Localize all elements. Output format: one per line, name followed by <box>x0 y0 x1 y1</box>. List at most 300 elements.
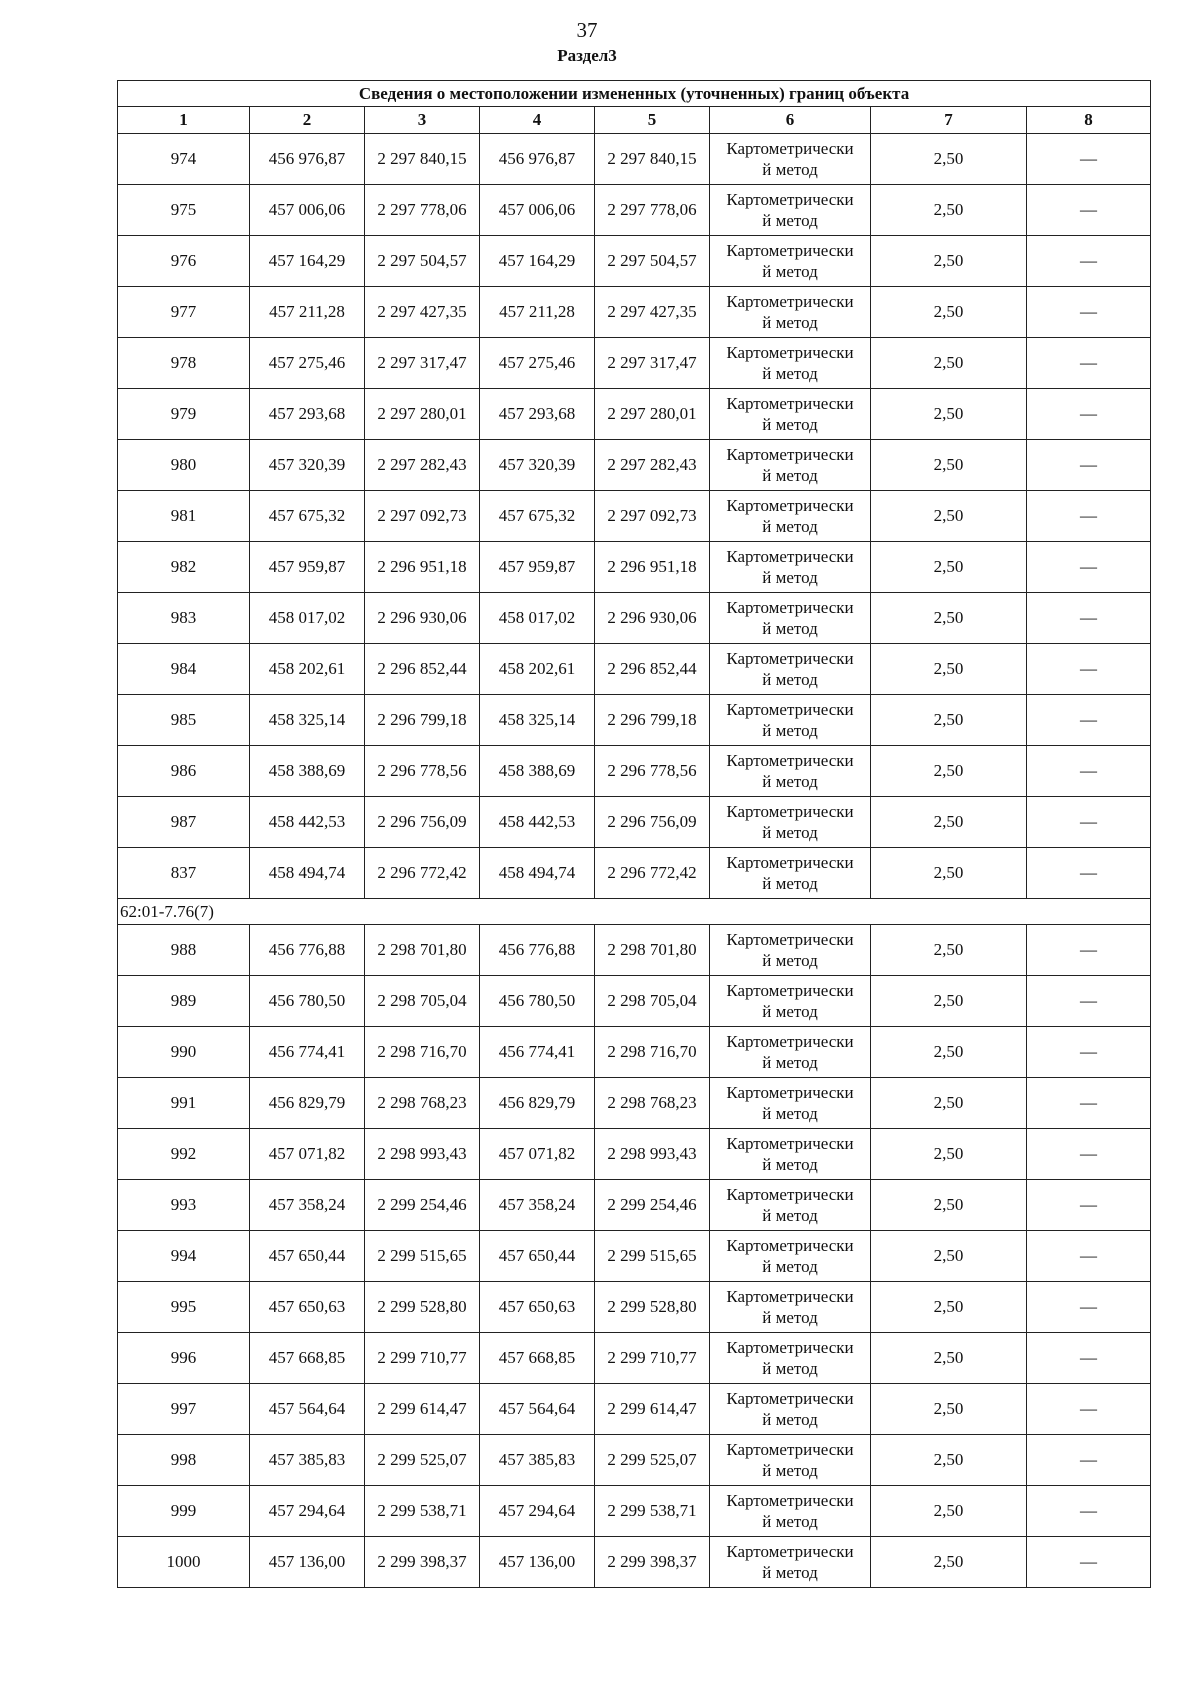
y-coordinate: 2 296 852,44 <box>365 644 480 695</box>
description-dash: — <box>1027 695 1151 746</box>
description-dash: — <box>1027 976 1151 1027</box>
description-dash: — <box>1027 1027 1151 1078</box>
table-row <box>118 976 1151 1027</box>
method-text: Картометрически <box>726 751 854 770</box>
y-coordinate-refined: 2 299 614,47 <box>595 1384 710 1435</box>
x-coordinate-refined: 457 275,46 <box>480 338 595 389</box>
method-text: й метод <box>762 160 818 179</box>
method-cell <box>710 1282 871 1333</box>
method-text: Картометрически <box>726 802 854 821</box>
method-text: й метод <box>762 619 818 638</box>
method-cell <box>710 389 871 440</box>
column-header: 1 <box>118 107 250 134</box>
accuracy-value: 2,50 <box>871 695 1027 746</box>
method-text: Картометрически <box>726 1440 854 1459</box>
point-number: 974 <box>118 134 250 185</box>
y-coordinate: 2 297 427,35 <box>365 287 480 338</box>
y-coordinate-refined: 2 298 701,80 <box>595 925 710 976</box>
method-cell <box>710 976 871 1027</box>
table-row <box>118 134 1151 185</box>
y-coordinate-refined: 2 297 840,15 <box>595 134 710 185</box>
y-coordinate: 2 298 705,04 <box>365 976 480 1027</box>
table-row <box>118 491 1151 542</box>
table-row <box>118 1180 1151 1231</box>
method-text: Картометрически <box>726 1185 854 1204</box>
method-cell <box>710 746 871 797</box>
y-coordinate-refined: 2 297 504,57 <box>595 236 710 287</box>
accuracy-value: 2,50 <box>871 338 1027 389</box>
y-coordinate: 2 297 280,01 <box>365 389 480 440</box>
accuracy-value: 2,50 <box>871 185 1027 236</box>
x-coordinate-refined: 457 650,44 <box>480 1231 595 1282</box>
column-header: 6 <box>710 107 871 134</box>
y-coordinate: 2 299 254,46 <box>365 1180 480 1231</box>
y-coordinate-refined: 2 298 705,04 <box>595 976 710 1027</box>
x-coordinate: 457 006,06 <box>250 185 365 236</box>
y-coordinate-refined: 2 296 930,06 <box>595 593 710 644</box>
point-number: 977 <box>118 287 250 338</box>
x-coordinate: 457 320,39 <box>250 440 365 491</box>
method-text: Картометрически <box>726 241 854 260</box>
accuracy-value: 2,50 <box>871 1384 1027 1435</box>
method-text: Картометрически <box>726 981 854 1000</box>
method-text: й метод <box>762 262 818 281</box>
description-dash: — <box>1027 1486 1151 1537</box>
x-coordinate-refined: 457 293,68 <box>480 389 595 440</box>
point-number: 988 <box>118 925 250 976</box>
method-text: Картометрически <box>726 394 854 413</box>
description-dash: — <box>1027 1180 1151 1231</box>
table-row <box>118 236 1151 287</box>
accuracy-value: 2,50 <box>871 1129 1027 1180</box>
method-text: Картометрически <box>726 1287 854 1306</box>
y-coordinate: 2 298 993,43 <box>365 1129 480 1180</box>
y-coordinate: 2 297 282,43 <box>365 440 480 491</box>
method-cell <box>710 338 871 389</box>
point-number: 993 <box>118 1180 250 1231</box>
point-number: 990 <box>118 1027 250 1078</box>
y-coordinate-refined: 2 296 951,18 <box>595 542 710 593</box>
x-coordinate-refined: 457 071,82 <box>480 1129 595 1180</box>
x-coordinate-refined: 456 829,79 <box>480 1078 595 1129</box>
method-text: й метод <box>762 721 818 740</box>
x-coordinate: 457 668,85 <box>250 1333 365 1384</box>
accuracy-value: 2,50 <box>871 976 1027 1027</box>
x-coordinate: 457 136,00 <box>250 1537 365 1588</box>
method-cell <box>710 1231 871 1282</box>
method-cell <box>710 440 871 491</box>
x-coordinate-refined: 457 294,64 <box>480 1486 595 1537</box>
group-label: 62:01-7.76(7) <box>118 899 1151 925</box>
table-row <box>118 389 1151 440</box>
point-number: 994 <box>118 1231 250 1282</box>
x-coordinate-refined: 457 136,00 <box>480 1537 595 1588</box>
method-text: й метод <box>762 1002 818 1021</box>
y-coordinate: 2 296 930,06 <box>365 593 480 644</box>
y-coordinate-refined: 2 297 282,43 <box>595 440 710 491</box>
method-text: й метод <box>762 568 818 587</box>
method-cell <box>710 593 871 644</box>
method-text: Картометрически <box>726 649 854 668</box>
table-title: Сведения о местоположении измененных (уточненных) границ объекта <box>118 81 1151 107</box>
method-text: Картометрически <box>726 343 854 362</box>
point-number: 976 <box>118 236 250 287</box>
method-text: й метод <box>762 1155 818 1174</box>
description-dash: — <box>1027 1282 1151 1333</box>
y-coordinate-refined: 2 296 756,09 <box>595 797 710 848</box>
y-coordinate: 2 296 778,56 <box>365 746 480 797</box>
y-coordinate-refined: 2 299 515,65 <box>595 1231 710 1282</box>
point-number: 975 <box>118 185 250 236</box>
x-coordinate-refined: 457 385,83 <box>480 1435 595 1486</box>
x-coordinate: 457 564,64 <box>250 1384 365 1435</box>
accuracy-value: 2,50 <box>871 797 1027 848</box>
point-number: 991 <box>118 1078 250 1129</box>
accuracy-value: 2,50 <box>871 1435 1027 1486</box>
method-text: й метод <box>762 874 818 893</box>
y-coordinate: 2 297 504,57 <box>365 236 480 287</box>
description-dash: — <box>1027 236 1151 287</box>
method-text: й метод <box>762 670 818 689</box>
y-coordinate-refined: 2 296 778,56 <box>595 746 710 797</box>
method-cell <box>710 1129 871 1180</box>
x-coordinate: 457 959,87 <box>250 542 365 593</box>
x-coordinate: 458 494,74 <box>250 848 365 899</box>
y-coordinate: 2 298 716,70 <box>365 1027 480 1078</box>
x-coordinate: 457 293,68 <box>250 389 365 440</box>
table-row <box>118 1384 1151 1435</box>
description-dash: — <box>1027 338 1151 389</box>
accuracy-value: 2,50 <box>871 287 1027 338</box>
method-text: Картометрически <box>726 1083 854 1102</box>
method-cell <box>710 1333 871 1384</box>
x-coordinate-refined: 457 211,28 <box>480 287 595 338</box>
x-coordinate: 457 650,44 <box>250 1231 365 1282</box>
accuracy-value: 2,50 <box>871 1078 1027 1129</box>
method-cell <box>710 925 871 976</box>
description-dash: — <box>1027 1129 1151 1180</box>
x-coordinate: 456 976,87 <box>250 134 365 185</box>
method-text: й метод <box>762 1104 818 1123</box>
y-coordinate-refined: 2 297 280,01 <box>595 389 710 440</box>
table-row <box>118 848 1151 899</box>
method-cell <box>710 236 871 287</box>
x-coordinate-refined: 457 959,87 <box>480 542 595 593</box>
method-cell <box>710 287 871 338</box>
method-text: й метод <box>762 415 818 434</box>
method-cell <box>710 1435 871 1486</box>
method-text: й метод <box>762 1206 818 1225</box>
x-coordinate-refined: 457 358,24 <box>480 1180 595 1231</box>
y-coordinate-refined: 2 297 317,47 <box>595 338 710 389</box>
column-number-row <box>118 107 1151 134</box>
coordinates-table <box>117 80 1151 1588</box>
x-coordinate: 458 325,14 <box>250 695 365 746</box>
method-text: Картометрически <box>726 139 854 158</box>
method-cell <box>710 644 871 695</box>
point-number: 982 <box>118 542 250 593</box>
x-coordinate: 456 774,41 <box>250 1027 365 1078</box>
y-coordinate-refined: 2 297 092,73 <box>595 491 710 542</box>
point-number: 978 <box>118 338 250 389</box>
x-coordinate-refined: 457 006,06 <box>480 185 595 236</box>
y-coordinate: 2 299 710,77 <box>365 1333 480 1384</box>
description-dash: — <box>1027 1537 1151 1588</box>
description-dash: — <box>1027 1231 1151 1282</box>
column-header: 7 <box>871 107 1027 134</box>
table-row <box>118 287 1151 338</box>
method-text: Картометрически <box>726 1236 854 1255</box>
x-coordinate: 458 017,02 <box>250 593 365 644</box>
point-number: 999 <box>118 1486 250 1537</box>
y-coordinate-refined: 2 297 427,35 <box>595 287 710 338</box>
y-coordinate-refined: 2 299 398,37 <box>595 1537 710 1588</box>
accuracy-value: 2,50 <box>871 542 1027 593</box>
column-header: 5 <box>595 107 710 134</box>
column-header: 4 <box>480 107 595 134</box>
description-dash: — <box>1027 593 1151 644</box>
description-dash: — <box>1027 1435 1151 1486</box>
y-coordinate-refined: 2 297 778,06 <box>595 185 710 236</box>
y-coordinate-refined: 2 299 525,07 <box>595 1435 710 1486</box>
method-text: й метод <box>762 1257 818 1276</box>
method-text: й метод <box>762 466 818 485</box>
table-body <box>118 134 1151 1588</box>
point-number: 998 <box>118 1435 250 1486</box>
method-text: Картометрически <box>726 853 854 872</box>
method-cell <box>710 1027 871 1078</box>
y-coordinate: 2 298 701,80 <box>365 925 480 976</box>
description-dash: — <box>1027 848 1151 899</box>
description-dash: — <box>1027 287 1151 338</box>
description-dash: — <box>1027 644 1151 695</box>
x-coordinate: 457 675,32 <box>250 491 365 542</box>
section-title: Раздел3 <box>557 46 617 65</box>
y-coordinate: 2 297 317,47 <box>365 338 480 389</box>
point-number: 985 <box>118 695 250 746</box>
method-text: й метод <box>762 211 818 230</box>
point-number: 996 <box>118 1333 250 1384</box>
y-coordinate-refined: 2 296 772,42 <box>595 848 710 899</box>
method-text: Картометрически <box>726 1134 854 1153</box>
description-dash: — <box>1027 1384 1151 1435</box>
y-coordinate: 2 297 778,06 <box>365 185 480 236</box>
x-coordinate: 456 829,79 <box>250 1078 365 1129</box>
x-coordinate-refined: 458 202,61 <box>480 644 595 695</box>
point-number: 995 <box>118 1282 250 1333</box>
accuracy-value: 2,50 <box>871 1027 1027 1078</box>
method-text: й метод <box>762 951 818 970</box>
x-coordinate: 457 071,82 <box>250 1129 365 1180</box>
description-dash: — <box>1027 1078 1151 1129</box>
method-text: Картометрически <box>726 1338 854 1357</box>
table-row <box>118 593 1151 644</box>
x-coordinate: 456 780,50 <box>250 976 365 1027</box>
method-cell <box>710 695 871 746</box>
x-coordinate: 457 358,24 <box>250 1180 365 1231</box>
method-cell <box>710 1180 871 1231</box>
table-row <box>118 1537 1151 1588</box>
method-text: Картометрически <box>726 1032 854 1051</box>
y-coordinate: 2 299 538,71 <box>365 1486 480 1537</box>
description-dash: — <box>1027 440 1151 491</box>
y-coordinate-refined: 2 299 528,80 <box>595 1282 710 1333</box>
table-title-row <box>118 81 1151 107</box>
y-coordinate: 2 296 799,18 <box>365 695 480 746</box>
x-coordinate-refined: 458 494,74 <box>480 848 595 899</box>
method-text: й метод <box>762 1563 818 1582</box>
x-coordinate-refined: 456 780,50 <box>480 976 595 1027</box>
accuracy-value: 2,50 <box>871 1486 1027 1537</box>
description-dash: — <box>1027 491 1151 542</box>
method-text: Картометрически <box>726 1542 854 1561</box>
method-cell <box>710 491 871 542</box>
table-row <box>118 542 1151 593</box>
table-row <box>118 1027 1151 1078</box>
x-coordinate-refined: 456 776,88 <box>480 925 595 976</box>
method-text: й метод <box>762 1359 818 1378</box>
table-row <box>118 1486 1151 1537</box>
accuracy-value: 2,50 <box>871 593 1027 644</box>
point-number: 989 <box>118 976 250 1027</box>
x-coordinate: 457 164,29 <box>250 236 365 287</box>
page-number: 37 <box>576 18 598 42</box>
y-coordinate: 2 299 528,80 <box>365 1282 480 1333</box>
method-cell <box>710 185 871 236</box>
method-cell <box>710 1537 871 1588</box>
method-cell <box>710 1078 871 1129</box>
x-coordinate-refined: 457 164,29 <box>480 236 595 287</box>
x-coordinate-refined: 458 017,02 <box>480 593 595 644</box>
x-coordinate: 456 776,88 <box>250 925 365 976</box>
y-coordinate-refined: 2 296 799,18 <box>595 695 710 746</box>
y-coordinate: 2 299 614,47 <box>365 1384 480 1435</box>
y-coordinate: 2 298 768,23 <box>365 1078 480 1129</box>
method-text: й метод <box>762 1512 818 1531</box>
point-number: 837 <box>118 848 250 899</box>
column-header: 3 <box>365 107 480 134</box>
method-text: Картометрически <box>726 445 854 464</box>
method-cell <box>710 797 871 848</box>
point-number: 986 <box>118 746 250 797</box>
x-coordinate-refined: 458 442,53 <box>480 797 595 848</box>
accuracy-value: 2,50 <box>871 236 1027 287</box>
x-coordinate-refined: 457 668,85 <box>480 1333 595 1384</box>
method-text: Картометрически <box>726 292 854 311</box>
x-coordinate-refined: 457 564,64 <box>480 1384 595 1435</box>
description-dash: — <box>1027 1333 1151 1384</box>
table-row <box>118 185 1151 236</box>
method-text: Картометрически <box>726 496 854 515</box>
description-dash: — <box>1027 797 1151 848</box>
method-text: й метод <box>762 313 818 332</box>
method-cell <box>710 1486 871 1537</box>
group-row <box>118 899 1151 925</box>
accuracy-value: 2,50 <box>871 1537 1027 1588</box>
description-dash: — <box>1027 746 1151 797</box>
column-header: 8 <box>1027 107 1151 134</box>
method-cell <box>710 134 871 185</box>
x-coordinate-refined: 457 320,39 <box>480 440 595 491</box>
table-row <box>118 925 1151 976</box>
x-coordinate: 457 385,83 <box>250 1435 365 1486</box>
method-text: й метод <box>762 1461 818 1480</box>
accuracy-value: 2,50 <box>871 644 1027 695</box>
y-coordinate: 2 299 515,65 <box>365 1231 480 1282</box>
point-number: 992 <box>118 1129 250 1180</box>
y-coordinate: 2 299 398,37 <box>365 1537 480 1588</box>
method-text: Картометрически <box>726 547 854 566</box>
description-dash: — <box>1027 134 1151 185</box>
accuracy-value: 2,50 <box>871 440 1027 491</box>
method-text: й метод <box>762 823 818 842</box>
y-coordinate: 2 297 092,73 <box>365 491 480 542</box>
table-row <box>118 1231 1151 1282</box>
description-dash: — <box>1027 925 1151 976</box>
y-coordinate-refined: 2 299 538,71 <box>595 1486 710 1537</box>
table-row <box>118 695 1151 746</box>
accuracy-value: 2,50 <box>871 925 1027 976</box>
accuracy-value: 2,50 <box>871 1180 1027 1231</box>
description-dash: — <box>1027 389 1151 440</box>
point-number: 981 <box>118 491 250 542</box>
y-coordinate: 2 296 772,42 <box>365 848 480 899</box>
x-coordinate-refined: 457 650,63 <box>480 1282 595 1333</box>
method-text: Картометрически <box>726 930 854 949</box>
point-number: 979 <box>118 389 250 440</box>
x-coordinate: 458 442,53 <box>250 797 365 848</box>
table-row <box>118 797 1151 848</box>
method-text: й метод <box>762 772 818 791</box>
description-dash: — <box>1027 542 1151 593</box>
x-coordinate-refined: 456 774,41 <box>480 1027 595 1078</box>
method-text: й метод <box>762 517 818 536</box>
accuracy-value: 2,50 <box>871 491 1027 542</box>
table-row <box>118 338 1151 389</box>
y-coordinate-refined: 2 299 710,77 <box>595 1333 710 1384</box>
point-number: 984 <box>118 644 250 695</box>
x-coordinate: 457 211,28 <box>250 287 365 338</box>
x-coordinate: 458 202,61 <box>250 644 365 695</box>
x-coordinate: 457 650,63 <box>250 1282 365 1333</box>
table-row <box>118 1333 1151 1384</box>
accuracy-value: 2,50 <box>871 1231 1027 1282</box>
description-dash: — <box>1027 185 1151 236</box>
point-number: 980 <box>118 440 250 491</box>
accuracy-value: 2,50 <box>871 134 1027 185</box>
table-row <box>118 1435 1151 1486</box>
y-coordinate-refined: 2 298 993,43 <box>595 1129 710 1180</box>
y-coordinate: 2 296 951,18 <box>365 542 480 593</box>
method-text: Картометрически <box>726 1491 854 1510</box>
accuracy-value: 2,50 <box>871 389 1027 440</box>
method-text: Картометрически <box>726 598 854 617</box>
table-row <box>118 1129 1151 1180</box>
point-number: 987 <box>118 797 250 848</box>
point-number: 1000 <box>118 1537 250 1588</box>
table-row <box>118 746 1151 797</box>
y-coordinate: 2 299 525,07 <box>365 1435 480 1486</box>
method-cell <box>710 848 871 899</box>
table-row <box>118 1282 1151 1333</box>
method-cell <box>710 1384 871 1435</box>
y-coordinate-refined: 2 298 716,70 <box>595 1027 710 1078</box>
table-row <box>118 1078 1151 1129</box>
method-text: Картометрически <box>726 700 854 719</box>
point-number: 983 <box>118 593 250 644</box>
method-cell <box>710 542 871 593</box>
x-coordinate-refined: 458 388,69 <box>480 746 595 797</box>
